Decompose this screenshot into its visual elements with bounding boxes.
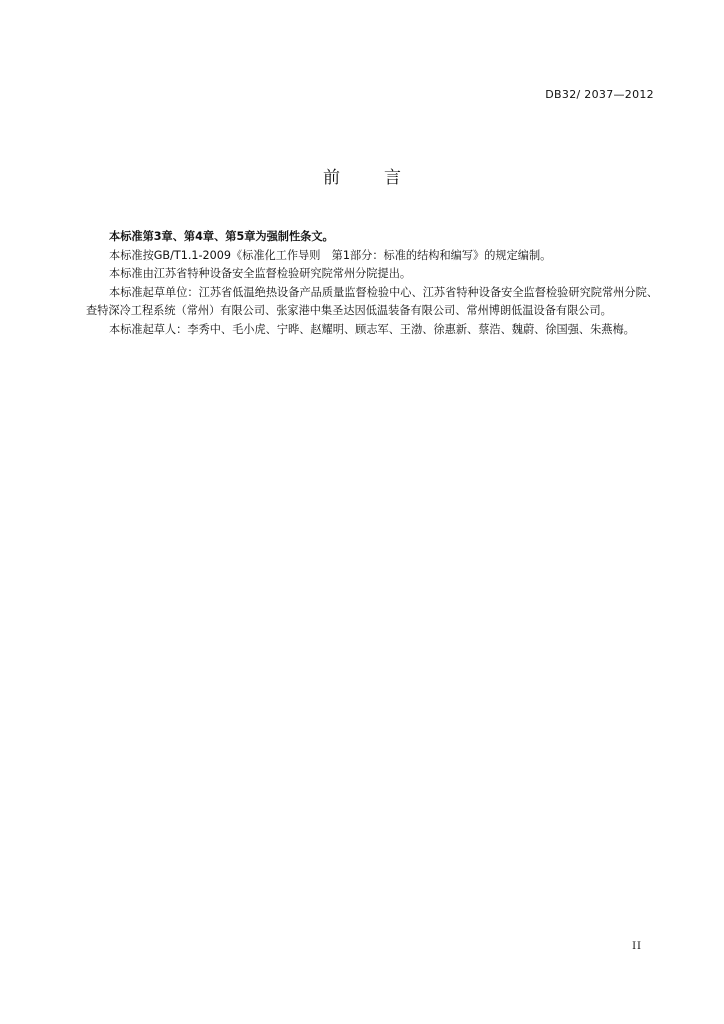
page-title bbox=[0, 163, 724, 188]
document-code: DB32/ 2037—2012 bbox=[545, 88, 654, 101]
page-number: II bbox=[632, 941, 642, 952]
foreword-body bbox=[86, 228, 658, 340]
paragraph-drafting-rules: 本标准按GB/T1.1-2009《标准化工作导则 第1部分：标准的结构和编写》的规定编制。 bbox=[109, 248, 552, 262]
paragraph-proposer: 本标准由江苏省特种设备安全监督检验研究院常州分院提出。 bbox=[109, 267, 412, 281]
paragraph-mandatory-clauses: 本标准第3章、第4章、第5章为强制性条文。 bbox=[109, 230, 334, 243]
title-char-1: 前 bbox=[323, 168, 340, 188]
title-char-2: 言 bbox=[384, 168, 401, 188]
paragraph-drafting-units: 本标准起草单位：江苏省低温绝热设备产品质量监督检验中心、江苏省特种设备安全监督检验研究院常州分院、查特深冷工程系统（常州）有限公司、张家港中集圣达因低温装备有限公司、常州博朗低温设备有限公司。 bbox=[86, 285, 658, 318]
paragraph-drafters: 本标准起草人：李秀中、毛小虎、宁晔、赵耀明、顾志军、王渤、徐惠新、蔡浩、魏蔚、徐国强、朱燕梅。 bbox=[109, 322, 635, 336]
